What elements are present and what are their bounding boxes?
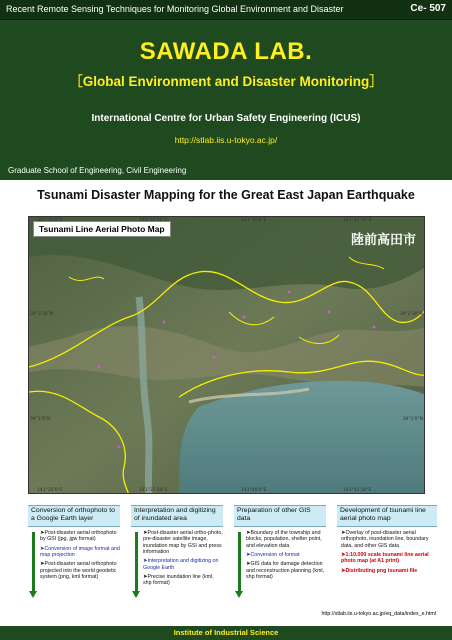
step-item: ➤Post-disaster aerial ortho-photo, pre-disaster satellite image, inundation map by GSI and press information (143, 530, 223, 556)
centre-name: International Centre for Urban Safety Engineering (ICUS) (91, 113, 361, 124)
step-title: Interpretation and digitizing of inundated area (131, 505, 223, 527)
footer-bar (0, 626, 452, 640)
step-item: ➤Overlay of post-disaster aerial orthophoto, inundation line, boundary data, and other GIS data (341, 530, 429, 549)
lab-subtitle: ［Global Environment and Disaster Monitoring］ (69, 74, 383, 89)
step-item: ➤Boundary of the township and blocks, population, shelter point, and elevation data (246, 530, 322, 549)
tick-right: 39°1'0"N (402, 417, 423, 422)
tick-bottom: 141°37'30"E (139, 488, 168, 493)
step-item: ➤GIS data for damage detection and reconstruction planning (kml, shp format) (246, 561, 325, 581)
step-title: Conversion of orthophoto to a Google Earth layer (28, 505, 120, 527)
step-title: Preparation of other GIS data (234, 505, 326, 527)
series-title: Recent Remote Sensing Techniques for Monitoring Global Environment and Disaster (6, 4, 344, 14)
step-item: ➤Precise inundation line (kml, shp format) (143, 574, 214, 587)
step-item: ➤1:10,000 scale tsunami line aerial photo map (at A1 print) (341, 552, 429, 565)
workflow-steps (28, 505, 438, 605)
lab-name: SAWADA LAB. (139, 38, 313, 65)
step-item: ➤Conversion of format (246, 552, 300, 559)
step-item: ➤Interpretation and digitizing on Google Earth (143, 558, 219, 571)
tick-left: 39°2'30"N (30, 312, 54, 317)
step-gis-preparation (234, 505, 326, 605)
institute-name: Institute of Industrial Science (173, 628, 279, 637)
step-item: ➤Post-disaster aerial orthophoto by GSI (jpg, jgw format) (40, 530, 117, 543)
series-bar (0, 0, 452, 20)
poster-code: Ce- 507 (410, 3, 446, 14)
step-orthophoto-conversion (28, 505, 120, 605)
tick-top: 141°35'0"E (37, 218, 63, 223)
step-item: ➤Distributing png tsunami file (341, 567, 418, 574)
lab-url-link[interactable]: http://stlab.iis.u-tokyo.ac.jp/ (174, 135, 278, 145)
poster-title: Tsunami Disaster Mapping for the Great East Japan Earthquake (37, 188, 415, 202)
tsunami-map (28, 216, 425, 494)
tick-right: 39°2'30"N (399, 312, 423, 317)
step-interpretation (131, 505, 223, 605)
header-panel (0, 0, 452, 180)
aerial-photo-graphic (29, 217, 425, 494)
tick-left: 39°1'0"N (30, 417, 51, 422)
tick-bottom: 141°35'0"E (37, 488, 63, 493)
school-name: Graduate School of Engineering, Civil Engineering (8, 166, 187, 175)
tick-top: 141°40'0"E (241, 218, 267, 223)
map-place-name: 陸前高田市 (350, 233, 416, 248)
tick-top: 141°37'30"E (139, 218, 168, 223)
tick-top: 141°42'30"E (343, 218, 372, 223)
tick-bottom: 141°40'0"E (241, 488, 267, 493)
step-title: Development of tsunami line aerial photo map (337, 505, 437, 527)
step-item: ➤Conversion of image format and map projection (40, 545, 120, 559)
map-label: Tsunami Line Aerial Photo Map (33, 221, 171, 237)
tick-bottom: 141°42'30"E (343, 488, 372, 493)
step-item: ➤Post-disaster aerial orthophoto projected into the world geodetic system (png, kml format) (40, 561, 117, 581)
step-map-development (337, 505, 437, 605)
data-url-link[interactable]: http://stlab.iis.u-tokyo.ac.jp/eq_data/index_e.html (321, 611, 436, 617)
